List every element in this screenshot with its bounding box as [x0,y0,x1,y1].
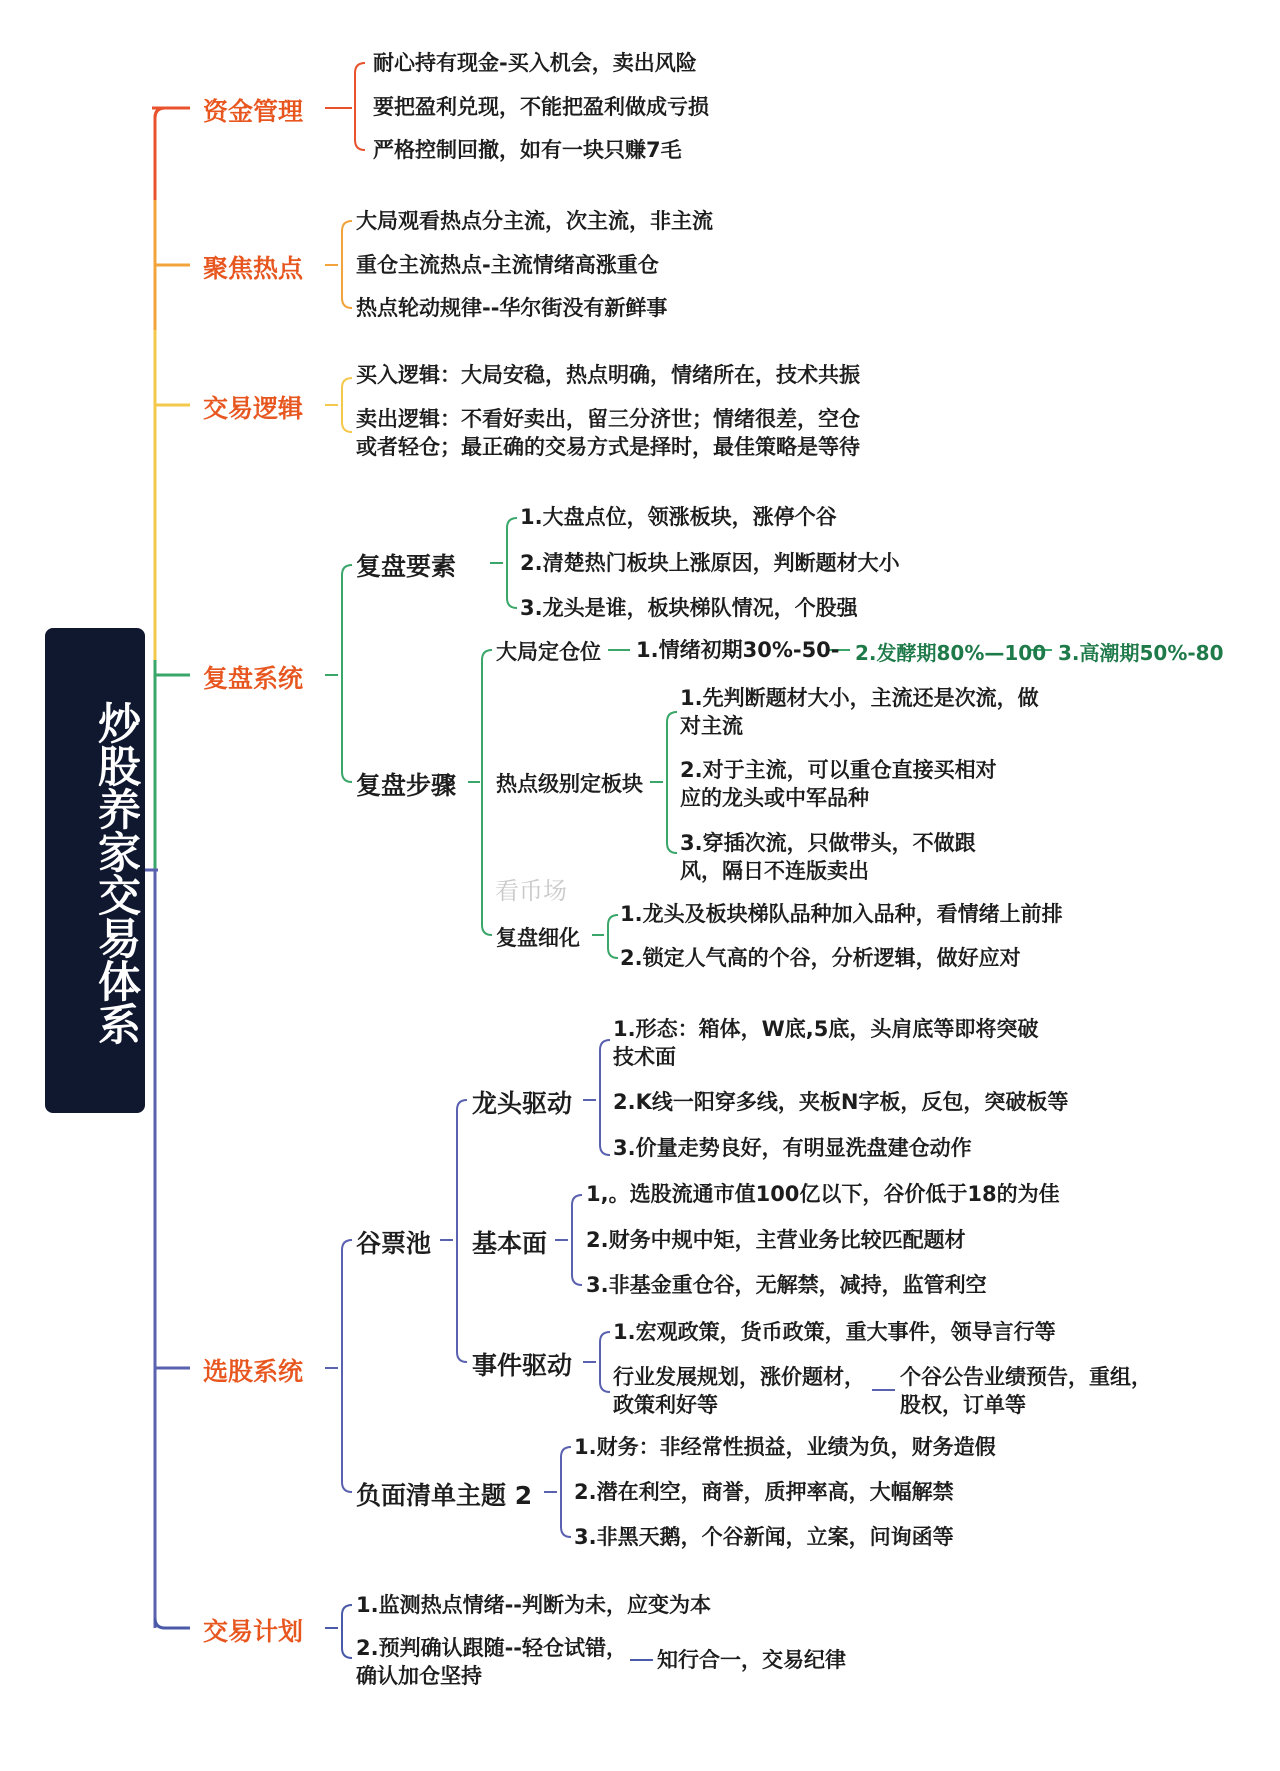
hot-item-2: 重仓主流热点-主流情绪高涨重仓 [356,253,659,277]
money-item-1: 耐心持有现金-买入机会，卖出风险 [373,51,697,75]
logic-item-buy: 买入逻辑：大局安稳，热点明确，情绪所在，技术共振 [356,363,860,387]
position-phase-1: 1.情绪初期30%-50- [636,638,840,662]
hotlevel-item-3a: 3.穿插次流，只做带头，不做跟 [680,831,976,855]
fundamental-item-1: 1,。选股流通市值100亿以下，谷价低于18的为佳 [586,1182,1060,1206]
logic-item-sell: 卖出逻辑：不看好卖出，留三分济世；情绪很差，空仓 [356,407,860,431]
root-title: 炒股养家交易体系 [91,701,141,1045]
leader-title: 龙头驱动 [472,1089,573,1118]
fundamental-title: 基本面 [472,1229,548,1258]
money-item-2: 要把盈利兑现，不能把盈利做成亏损 [373,95,709,119]
hotlevel-label: 热点级别定板块 [496,772,643,796]
plan-item-2b: 确认加仓坚持 [356,1664,482,1688]
event-item-2a: 行业发展规划，涨价题材， [613,1365,865,1389]
event-item-3b: 股权，订单等 [900,1393,1026,1417]
hot-item-1: 大局观看热点分主流，次主流，非主流 [356,209,713,233]
leader-item-2: 2.K线一阳穿多线，夹板N字板，反包，突破板等 [613,1090,1069,1114]
position-phase-2: 2.发酵期80%—100 [855,641,1047,665]
detail-item-1: 1.龙头及板块梯队品种加入品种，看情绪上前排 [620,902,1063,926]
hotlevel-item-3b: 风，隔日不连版卖出 [680,859,869,883]
detail-label: 复盘细化 [496,926,580,950]
event-title: 事件驱动 [472,1351,573,1380]
review-element-3: 3.龙头是谁，板块梯队情况，个股强 [520,596,858,620]
plan-item-1: 1.监测热点情绪--判断为未，应变为本 [356,1593,712,1617]
hotlevel-item-1b: 对主流 [680,714,743,738]
negative-item-3: 3.非黑天鹅，个谷新闻，立案，问询函等 [574,1525,954,1549]
logic-item-sell-cont: 或者轻仓；最正确的交易方式是择时，最佳策略是等待 [356,435,860,459]
review-elements-title: 复盘要素 [356,552,457,581]
detail-item-2: 2.锁定人气高的个谷，分析逻辑，做好应对 [620,946,1021,970]
plan-conclusion: 知行合一，交易纪律 [657,1648,846,1672]
hotlevel-item-2a: 2.对于主流，可以重仓直接买相对 [680,758,997,782]
category-focus-hotspot: 聚焦热点 [203,254,304,283]
root-node [45,628,145,1113]
category-trading-logic: 交易逻辑 [203,394,304,423]
hot-item-3: 热点轮动规律--华尔街没有新鲜事 [356,296,668,320]
event-item-2b: 政策利好等 [613,1393,718,1417]
category-stock-selection: 选股系统 [203,1357,304,1386]
negative-item-2: 2.潜在利空，商誉，质押率高，大幅解禁 [574,1480,954,1504]
leader-item-1a: 1.形态：箱体，W底,5底，头肩底等即将突破 [613,1017,1039,1041]
position-phase-3: 3.高潮期50%-80 [1058,641,1224,665]
hotlevel-item-2b: 应的龙头或中军品种 [680,786,869,810]
leader-item-1b: 技术面 [613,1045,676,1069]
event-item-3a: 个谷公告业绩预告，重组， [900,1365,1152,1389]
plan-item-2a: 2.预判确认跟随--轻仓试错， [356,1636,628,1660]
category-money-management: 资金管理 [203,97,304,126]
watermark: 看币场 [495,877,567,905]
leader-item-3: 3.价量走势良好，有明显洗盘建仓动作 [613,1136,972,1160]
money-item-3: 严格控制回撤，如有一块只赚7毛 [373,138,682,162]
negative-list-title: 负面清单主题 2 [356,1481,533,1510]
hotlevel-item-1a: 1.先判断题材大小，主流还是次流，做 [680,686,1039,710]
negative-item-1: 1.财务：非经常性损益，业绩为负，财务造假 [574,1435,996,1459]
category-trading-plan: 交易计划 [203,1617,304,1646]
pool-title: 谷票池 [356,1229,432,1258]
event-item-1: 1.宏观政策，货币政策，重大事件，领导言行等 [613,1320,1056,1344]
review-element-2: 2.清楚热门板块上涨原因，判断题材大小 [520,551,900,575]
review-element-1: 1.大盘点位，领涨板块，涨停个谷 [520,505,837,529]
review-steps-title: 复盘步骤 [356,771,457,800]
position-label: 大局定仓位 [496,640,601,664]
fundamental-item-2: 2.财务中规中矩，主营业务比较匹配题材 [586,1228,966,1252]
fundamental-item-3: 3.非基金重仓谷，无解禁，减持，监管利空 [586,1273,987,1297]
category-review-system: 复盘系统 [203,664,304,693]
